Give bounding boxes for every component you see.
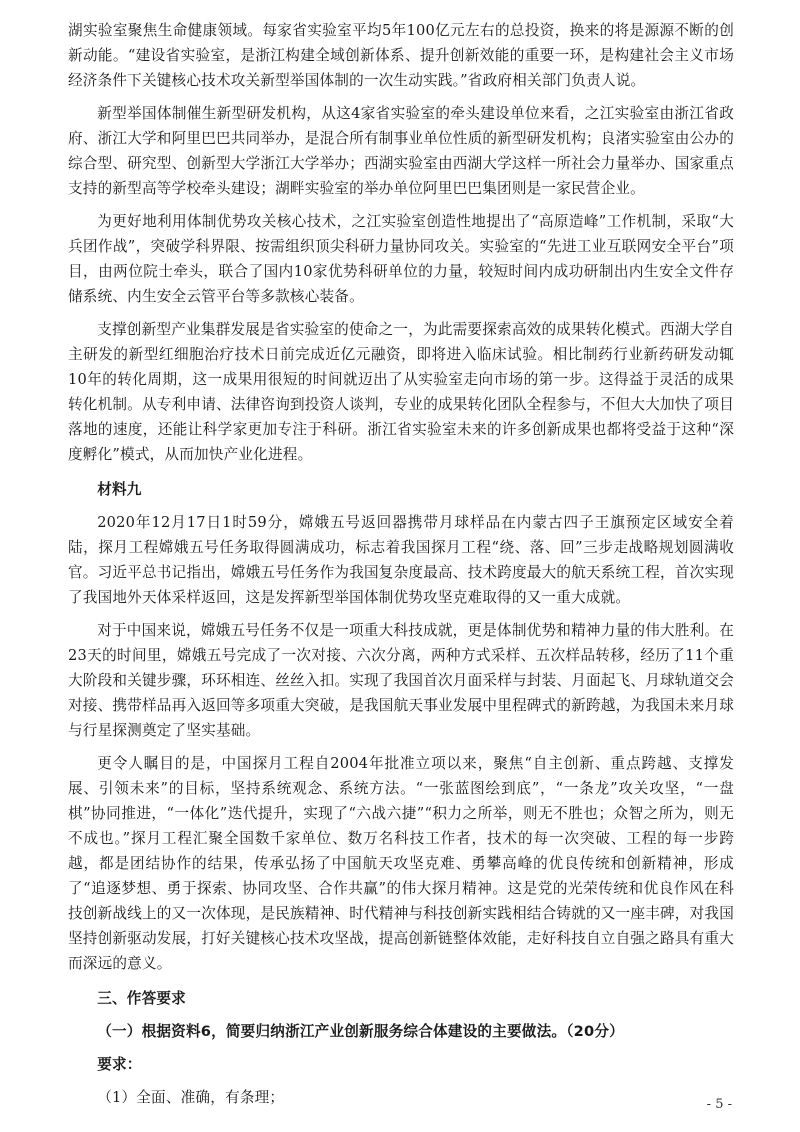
paragraph: 2020年12月17日1时59分，嫦娥五号返回器携带月球样品在内蒙古四子王旗预定区域安全着陆，探月工程嫦娥五号任务取得圆满成功，标志着我国探月工程“绕、落、回”三步走战略规划圆满收官。习近平总书记指出，嫦娥五号任务作为我国复杂度最高、技术跨度最大的航天系统工程，首次实现了我国地外天体采样返回，这是发挥新型举国体制优势攻坚克难取得的又一重大成就。 [68, 514, 734, 606]
paragraph: 更令人瞩目的是，中国探月工程自2004年批准立项以来，聚焦“自主创新、重点跨越、支撑发展、引领未来”的目标，坚持系统观念、系统方法。“一张蓝图绘到底”，“一条龙”攻关攻坚，“一盘棋”协同推进，“一体化”迭代提升，实现了“六战六捷”“积力之所举，则无不胜也；众智之所为，则无不成也。”探月工程汇聚全国数千家单位、数万名科技工作者，技术的每一次突破、工程的每一步跨越，都是团结协作的结果，传承弘扬了中国航天攻坚克难、勇攀高峰的优良传统和创新精神，形成了“追逐梦想、勇于探索、协同攻坚、合作共赢”的伟大探月精神。这是党的光荣传统和优良作风在科技创新战线上的又一次体现，是民族精神、时代精神与科技创新实践相结合铸就的又一座丰碑，对我国坚持创新驱动发展，打好关键核心技术攻坚战，提高创新链整体效能，走好科技自立自强之路具有重大而深远的意义。 [68, 755, 734, 972]
page-number: - 5 - [706, 1097, 732, 1112]
question-text: （一）根据资料6，简要归纳浙江产业创新服务综合体建设的主要做法。（20分） [97, 1023, 624, 1040]
material-heading: 材料九 [97, 481, 142, 498]
paragraph: 湖实验室聚焦生命健康领域。每家省实验室平均5年100亿元左右的总投资，换来的将是源源不断的创新动能。“建设省实验室，是浙江构建全域创新体系、提升创新效能的重要一环，是构建社会主义市场经济条件下关键核心技术攻关新型举国体制的一次生动实践。”省政府相关部门负责人说。 [68, 22, 734, 89]
requirement-label: 要求： [97, 1056, 142, 1073]
requirement-item: （1）全面、准确，有条理； [97, 1089, 285, 1106]
paragraph: 为更好地利用体制优势攻关核心技术，之江实验室创造性地提出了“高原造峰”工作机制，采取“大兵团作战”，突破学科界限、按需组织顶尖科研力量协同攻关。实验室的“先进工业互联网安全平台”项目，由两位院士牵头，联合了国内10家优势科研单位的力量，较短时间内成功研制出内生安全文件存储系统、内生安全云管平台等多款核心装备。 [68, 213, 734, 305]
paragraph: 支撑创新型产业集群发展是省实验室的使命之一，为此需要探索高效的成果转化模式。西湖大学自主研发的新型红细胞治疗技术日前完成近亿元融资，即将进入临床试验。相比制药行业新药研发动辄10年的转化周期，这一成果用很短的时间就迈出了从实验室走向市场的第一步。这得益于灵活的成果转化机制。从专利申请、法律咨询到投资人谈判，专业的成果转化团队全程参与，不但大大加快了项目落地的速度，还能让科学家更加专注于科研。浙江省实验室未来的许多创新成果也都将受益于这种“深度孵化”模式，从而加快产业化进程。 [68, 321, 734, 463]
document-body [68, 18, 734, 1118]
paragraph: 对于中国来说，嫦娥五号任务不仅是一项重大科技成就，更是体制优势和精神力量的伟大胜利。在23天的时间里，嫦娥五号完成了一次对接、六次分离，两种方式采样、五次样品转移，经历了11个重大阶段和关键步骤，环环相连、丝丝入扣。实现了我国首次月面采样与封装、月面起飞、月球轨道交会对接、携带样品再入返回等多项重大突破，是我国航天事业发展中里程碑式的新跨越，为我国未来月球与行星探测奠定了坚实基础。 [68, 622, 734, 739]
section-heading: 三、作答要求 [97, 990, 186, 1007]
paragraph: 新型举国体制催生新型研发机构，从这4家省实验室的牵头建设单位来看，之江实验室由浙江省政府、浙江大学和阿里巴巴共同举办，是混合所有制事业单位性质的新型研发机构；良渚实验室由公办的综合型、研究型、创新型大学浙江大学举办；西湖实验室由西湖大学这样一所社会力量举办、国家重点支持的新型高等学校牵头建设；湖畔实验室的举办单位阿里巴巴集团则是一家民营企业。 [68, 105, 734, 197]
